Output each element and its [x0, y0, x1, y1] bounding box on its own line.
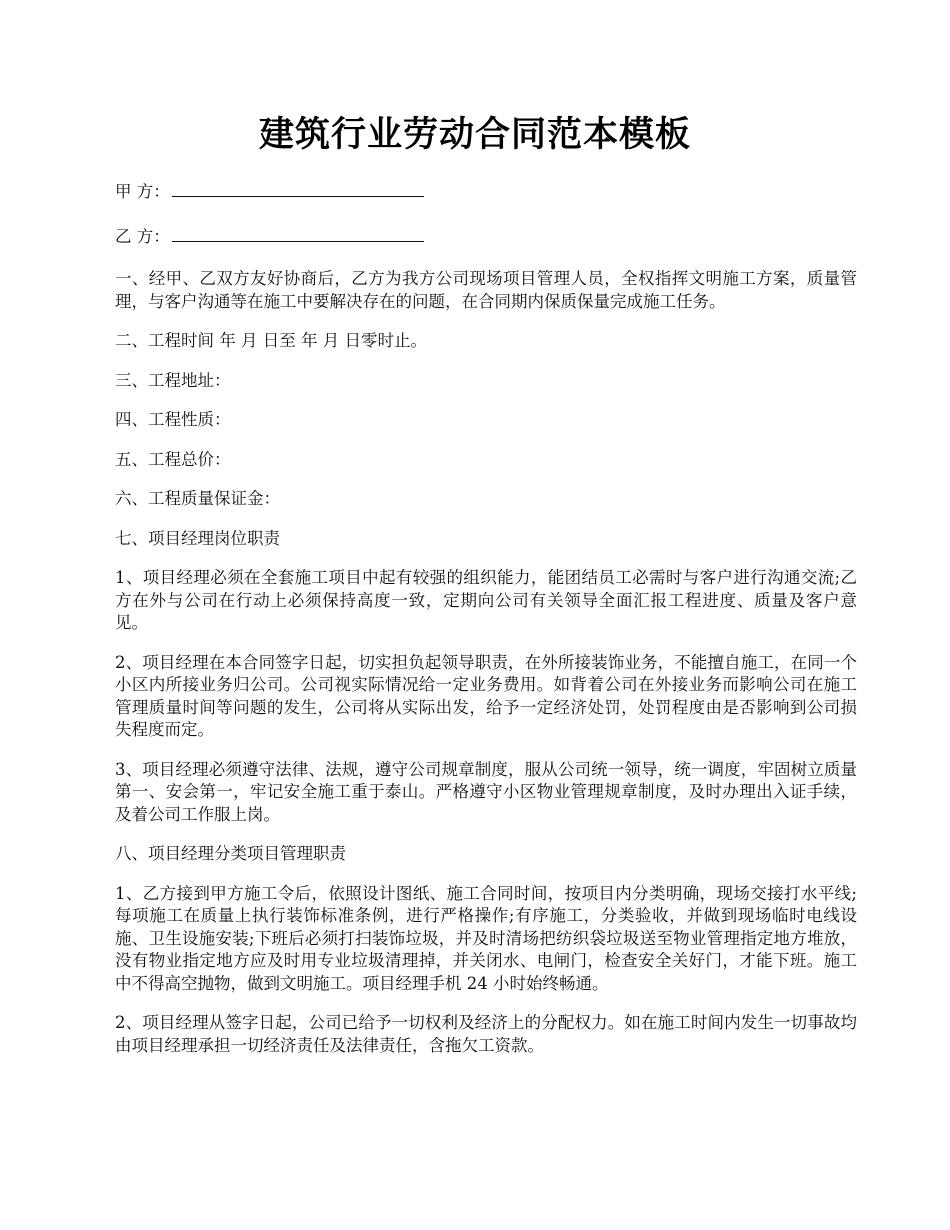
- section-8-item-2: 2、项目经理从签字日起，公司已给予一切权利及经济上的分配权力。如在施工时间内发生一切事故均由项目经理承担一切经济责任及法律责任，含拖欠工资款。: [115, 1013, 857, 1055]
- party-b-line: [115, 225, 857, 249]
- party-a-line: [115, 180, 857, 204]
- section-7-item-2: 2、项目经理在本合同签字日起，切实担负起领导职责，在外所接装饰业务，不能擅自施工，在同一个小区内所接业务归公司。公司视实际情况给一定业务费用。如背着公司在外接业务而影响公司在施工管理质量时间等问题的发生，公司将从实际出发，给予一定经济处罚，处罚程度由是否影响到公司损失程度而定。: [115, 652, 857, 739]
- clause-1: 一、经甲、乙双方友好协商后，乙方为我方公司现场项目管理人员，全权指挥文明施工方案，质量管理，与客户沟通等在施工中要解决存在的问题，在合同期内保质保量完成施工任务。: [115, 269, 857, 311]
- document-title: 建筑行业劳动合同范本模板: [258, 114, 691, 155]
- document-body: [115, 180, 857, 1074]
- clause-6-quality-deposit: 六、工程质量保证金：: [115, 489, 280, 508]
- clause-5-total-price: 五、工程总价：: [115, 449, 231, 469]
- party-b-blank: [172, 225, 424, 242]
- clause-3-work-address: 三、工程地址：: [115, 370, 231, 390]
- section-8-heading: 八、项目经理分类项目管理职责: [115, 844, 346, 863]
- section-8-item-1: 1、乙方接到甲方施工令后，依照设计图纸、施工合同时间，按项目内分类明确，现场交接打水平线;每项施工在质量上执行装饰标准条例，进行严格操作;有序施工，分类验收，并做到现场临时电线设施、卫生设施安装;下班后必须打扫装饰垃圾，并及时清场把纺织袋垃圾送至物业管理指定地方堆放，没有物业指定地方应及时用专业垃圾清理掉，并关闭水、电闸门，检查安全关好门，才能下班。施工中不得高空抛物，做到文明施工。项目经理手机 24 小时始终畅通。: [115, 883, 857, 993]
- section-7-item-1: 1、项目经理必须在全套施工项目中起有较强的组织能力，能团结员工必需时与客户进行沟通交流;乙方在外与公司在行动上必须保持高度一致，定期向公司有关领导全面汇报工程进度、质量及客户意见。: [115, 568, 857, 632]
- clause-4-work-nature: 四、工程性质：: [115, 410, 231, 429]
- section-7-heading: 七、项目经理岗位职责: [115, 528, 280, 548]
- party-a-blank: [172, 180, 424, 197]
- party-a-label: 甲 方：: [115, 182, 170, 201]
- clause-2-work-period: 二、工程时间 年 月 日至 年 月 日零时止。: [115, 331, 427, 350]
- party-b-label: 乙 方：: [115, 226, 170, 246]
- section-7-item-3: 3、项目经理必须遵守法律、法规，遵守公司规章制度，服从公司统一领导，统一调度，牢固树立质量第一、安会第一，牢记安全施工重于泰山。严格遵守小区物业管理规章制度，及时办理出入证手续，及着公司工作服上岗。: [115, 759, 857, 824]
